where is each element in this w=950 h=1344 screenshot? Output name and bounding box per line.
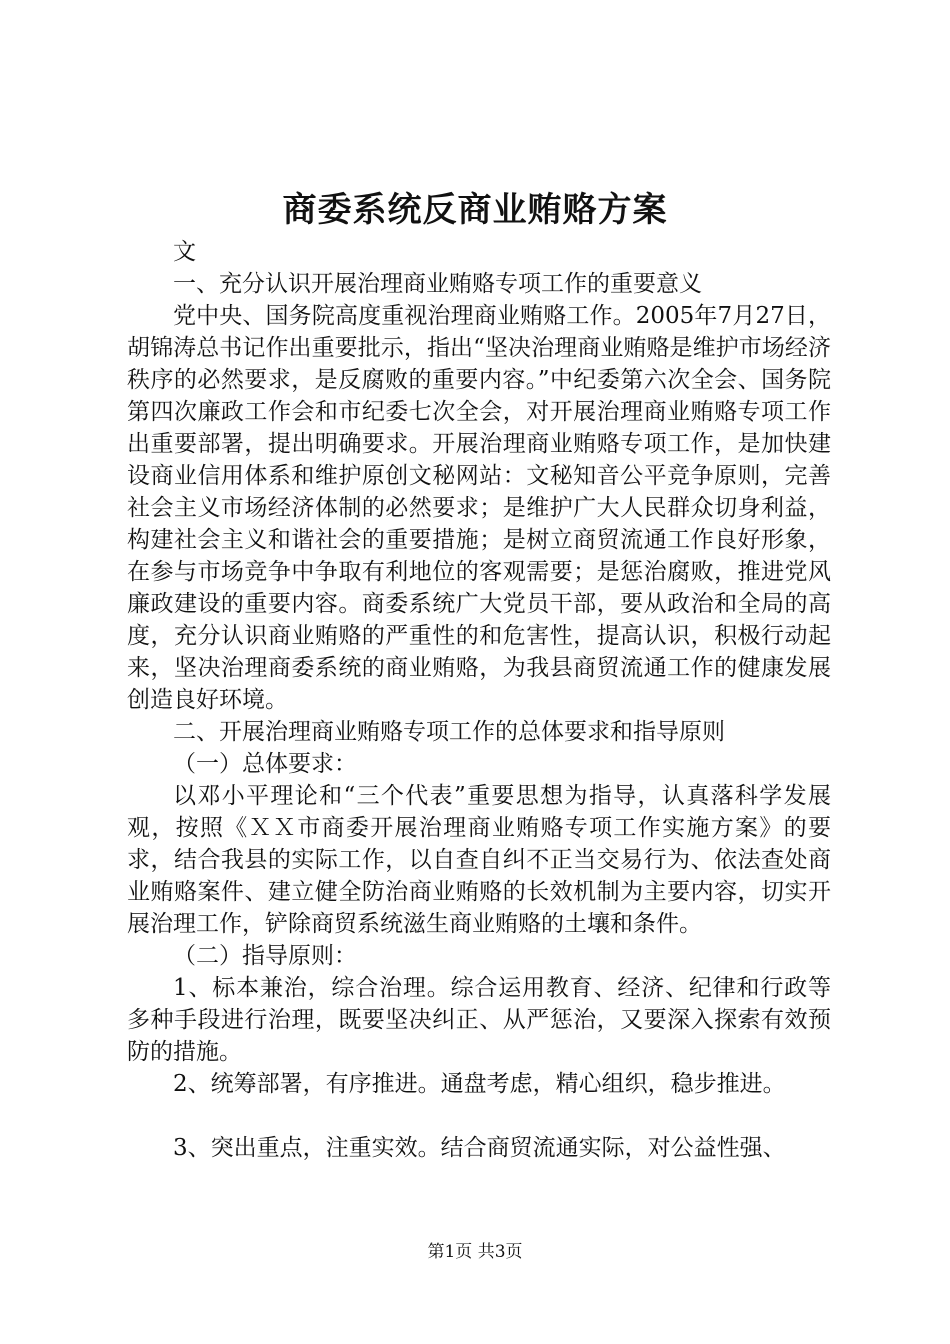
subsection-heading: （二）指导原则： [173,943,357,969]
document-title: 商委系统反商业贿赂方案 [282,190,668,230]
section-heading: 二、开展治理商业贿赂专项工作的总体要求和指导原则 [173,719,725,745]
paragraph: 文 [173,239,196,265]
page-number: 第1页 共3页 [427,1242,523,1262]
subsection-heading: （一）总体要求： [173,751,357,777]
document-body [127,236,831,1164]
list-item: 1、标本兼治，综合治理。综合运用教育、经济、纪律和行政等多种手段进行治理，既要坚决纠正、从严惩治，又要深入探索有效预防的措施。 [127,975,831,1065]
section-heading: 一、充分认识开展治理商业贿赂专项工作的重要意义 [173,271,702,297]
list-item: 2、统筹部署，有序推进。通盘考虑，精心组织，稳步推进。 [173,1071,786,1097]
paragraph: 以邓小平理论和“三个代表”重要思想为指导，认真落科学发展观，按照《ＸＸ市商委开展治理商业贿赂专项工作实施方案》的要求，结合我县的实际工作，以自查自纠不正当交易行为、依法查处商业贿赂案件、建立健全防治商业贿赂的长效机制为主要内容，切实开展治理工作，铲除商贸系统滋生商业贿赂的土壤和条件。 [127,783,831,937]
paragraph: 党中央、国务院高度重视治理商业贿赂工作。2005年7月27日，胡锦涛总书记作出重要批示，指出“坚决治理商业贿赂是维护市场经济秩序的必然要求，是反腐败的重要内容。”中纪委第六次全会、国务院第四次廉政工作会和市纪委七次全会，对开展治理商业贿赂专项工作出重要部署，提出明确要求。开展治理商业贿赂专项工作，是加快建设商业信用体系和维护原创文秘网站：文秘知音公平竞争原则，完善社会主义市场经济体制的必然要求；是维护广大人民群众切身利益，构建社会主义和谐社会的重要措施；是树立商贸流通工作良好形象，在参与市场竞争中争取有利地位的客观需要；是惩治腐败，推进党风廉政建设的重要内容。商委系统广大党员干部，要从政治和全局的高度，充分认识商业贿赂的严重性的和危害性，提高认识，积极行动起来，坚决治理商委系统的商业贿赂，为我县商贸流通工作的健康发展创造良好环境。 [127,303,831,713]
list-item: 3、突出重点，注重实效。结合商贸流通实际，对公益性强、 [173,1135,786,1161]
